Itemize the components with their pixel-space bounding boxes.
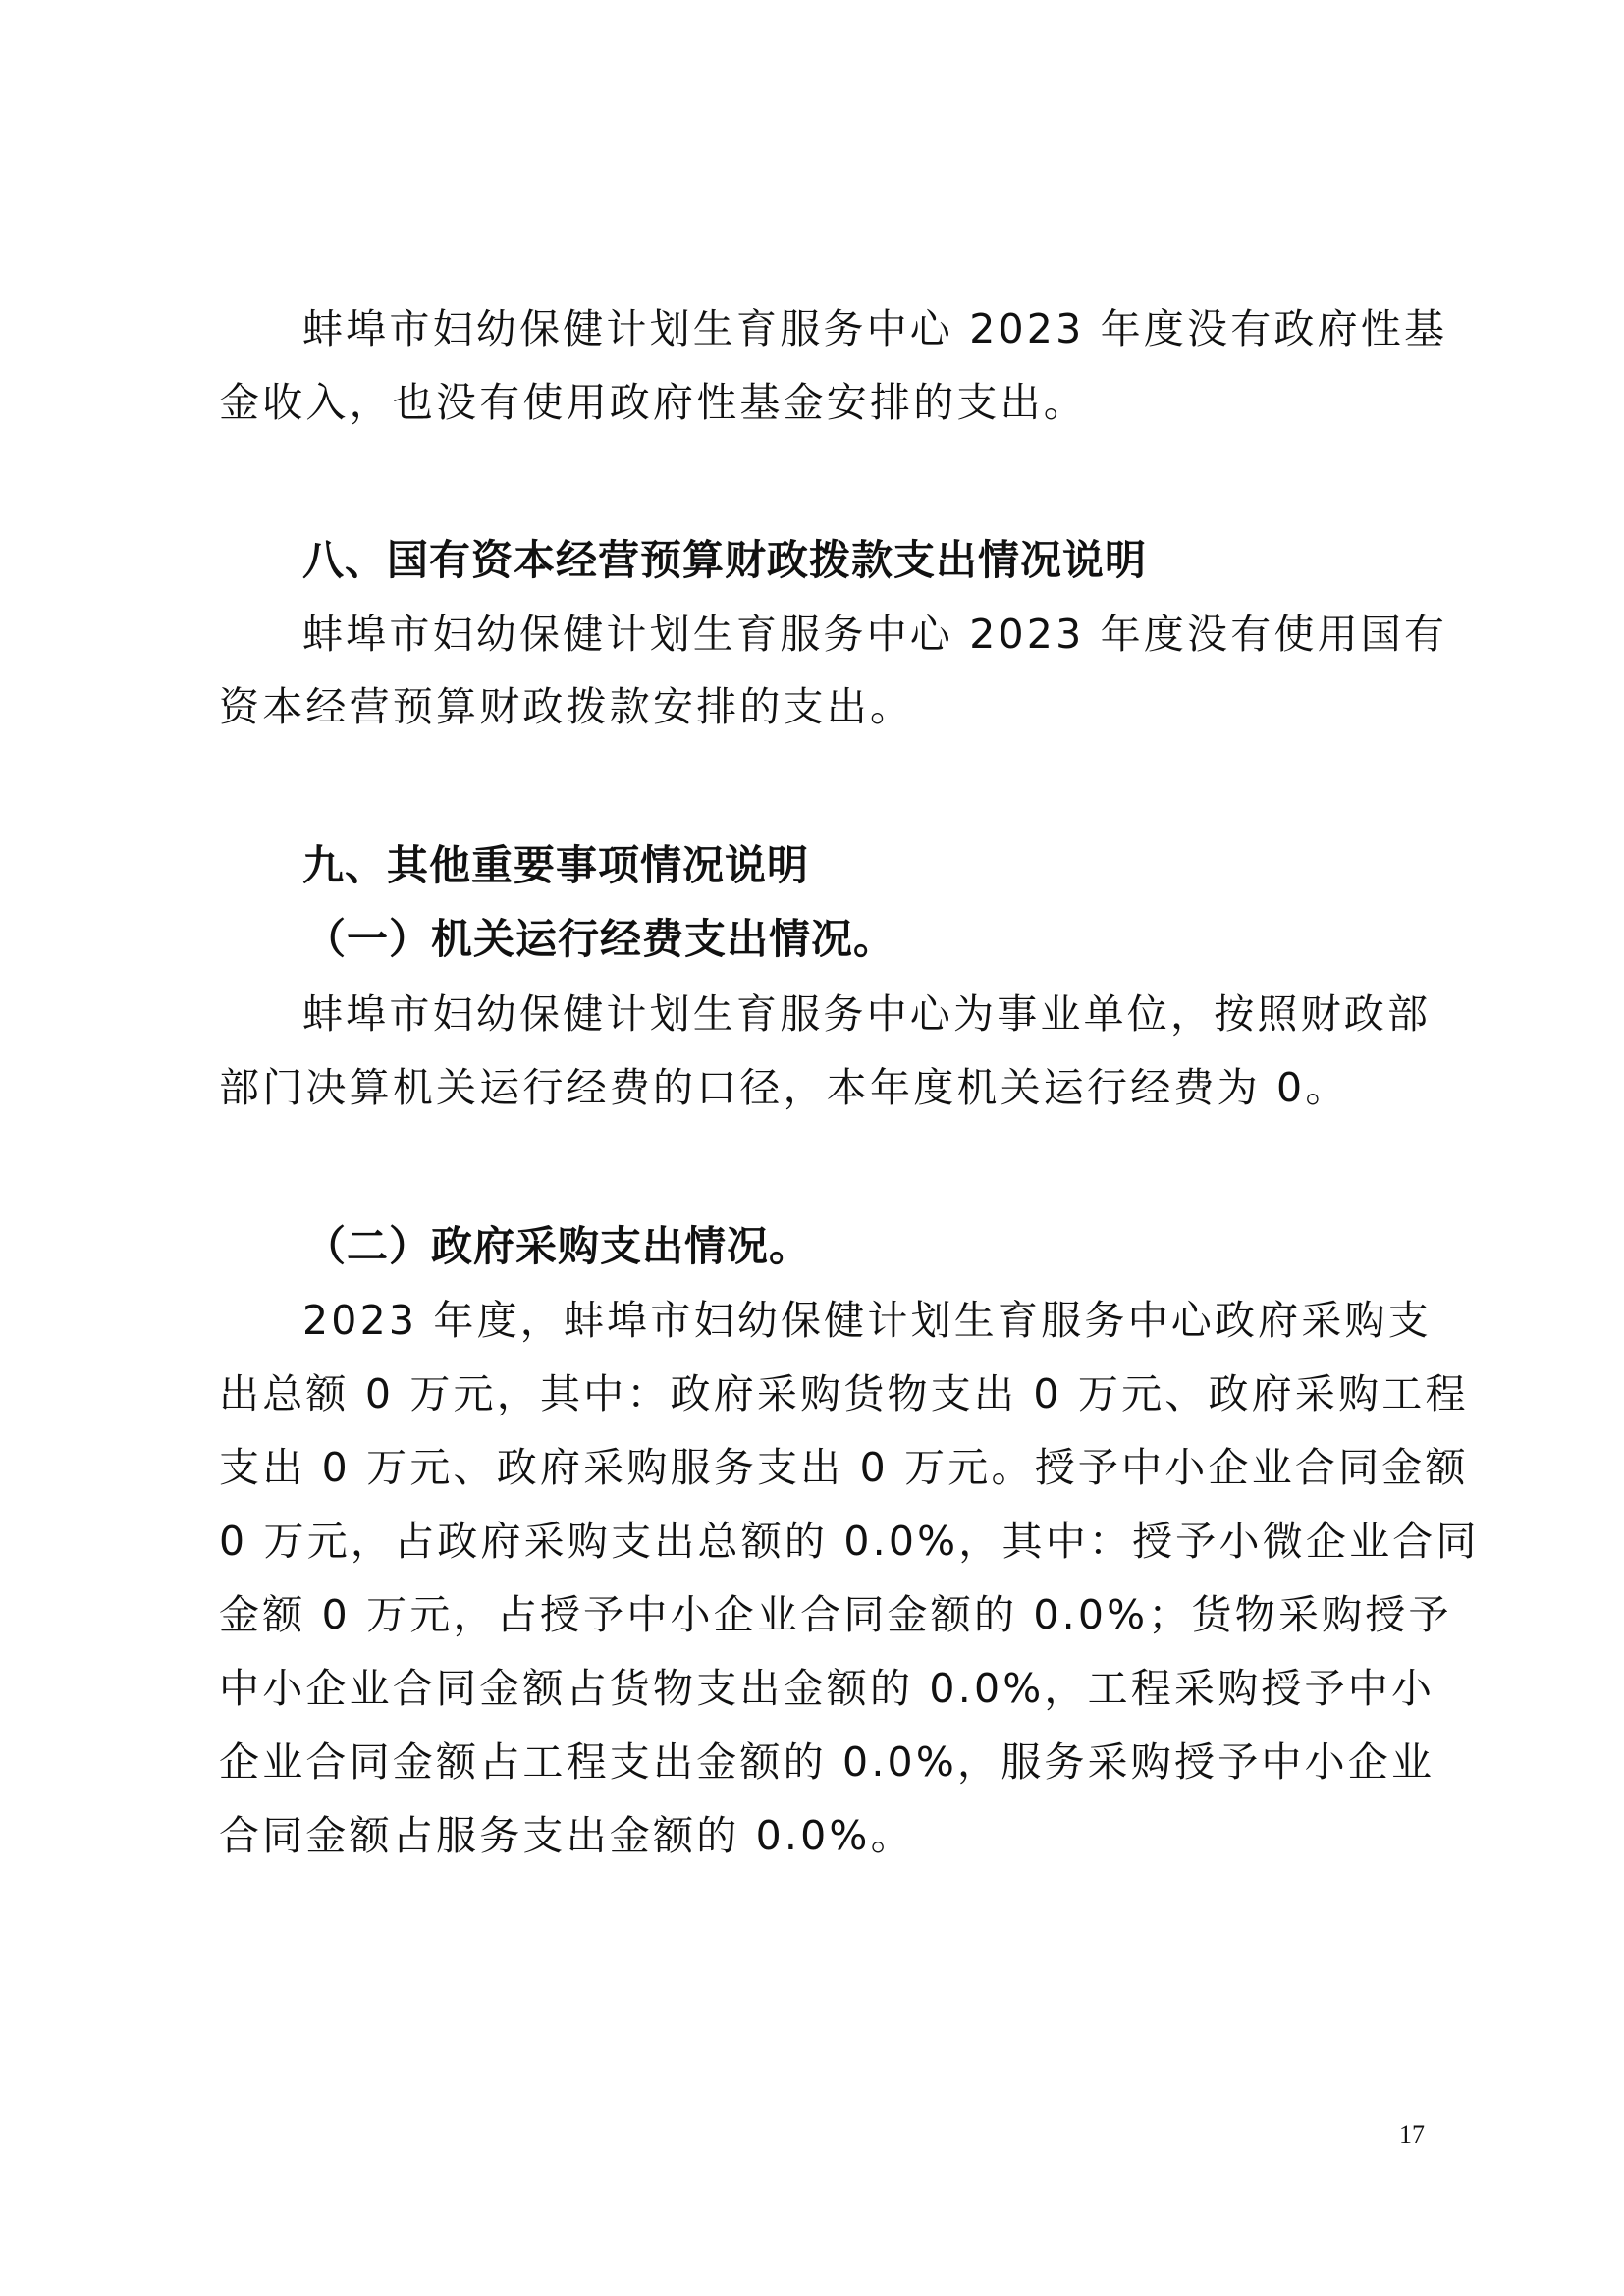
paragraph-line: 2023 年度，蚌埠市妇幼保健计划生育服务中心政府采购支 — [302, 1297, 1432, 1344]
paragraph-line: 蚌埠市妇幼保健计划生育服务中心 2023 年度没有政府性基 — [302, 305, 1448, 352]
paragraph-line: 部门决算机关运行经费的口径，本年度机关运行经费为 0。 — [219, 1064, 1349, 1111]
section-heading-8: 八、国有资本经营预算财政拨款支出情况说明 — [302, 536, 1148, 584]
paragraph-line: 中小企业合同金额占货物支出金额的 0.0%，工程采购授予中小 — [219, 1665, 1435, 1712]
subsection-heading-1: （一）机关运行经费支出情况。 — [304, 915, 896, 963]
paragraph-line: 金收入，也没有使用政府性基金安排的支出。 — [219, 379, 1087, 426]
paragraph-line: 支出 0 万元、政府采购服务支出 0 万元。授予中小企业合同金额 — [219, 1444, 1469, 1491]
paragraph-line: 蚌埠市妇幼保健计划生育服务中心 2023 年度没有使用国有 — [302, 611, 1448, 658]
paragraph-line: 金额 0 万元，占授予中小企业合同金额的 0.0%；货物采购授予 — [219, 1591, 1452, 1638]
paragraph-line: 蚌埠市妇幼保健计划生育服务中心为事业单位，按照财政部 — [302, 990, 1432, 1038]
paragraph-line: 合同金额占服务支出金额的 0.0%。 — [219, 1812, 914, 1859]
paragraph-line: 0 万元，占政府采购支出总额的 0.0%，其中：授予小微企业合同 — [219, 1518, 1480, 1565]
section-heading-9: 九、其他重要事项情况说明 — [302, 841, 810, 889]
paragraph-line: 出总额 0 万元，其中：政府采购货物支出 0 万元、政府采购工程 — [219, 1370, 1469, 1417]
subsection-heading-2: （二）政府采购支出情况。 — [304, 1222, 812, 1270]
paragraph-line: 企业合同金额占工程支出金额的 0.0%，服务采购授予中小企业 — [219, 1738, 1435, 1786]
paragraph-line: 资本经营预算财政拨款安排的支出。 — [219, 683, 914, 730]
page-number: 17 — [1399, 2120, 1425, 2149]
